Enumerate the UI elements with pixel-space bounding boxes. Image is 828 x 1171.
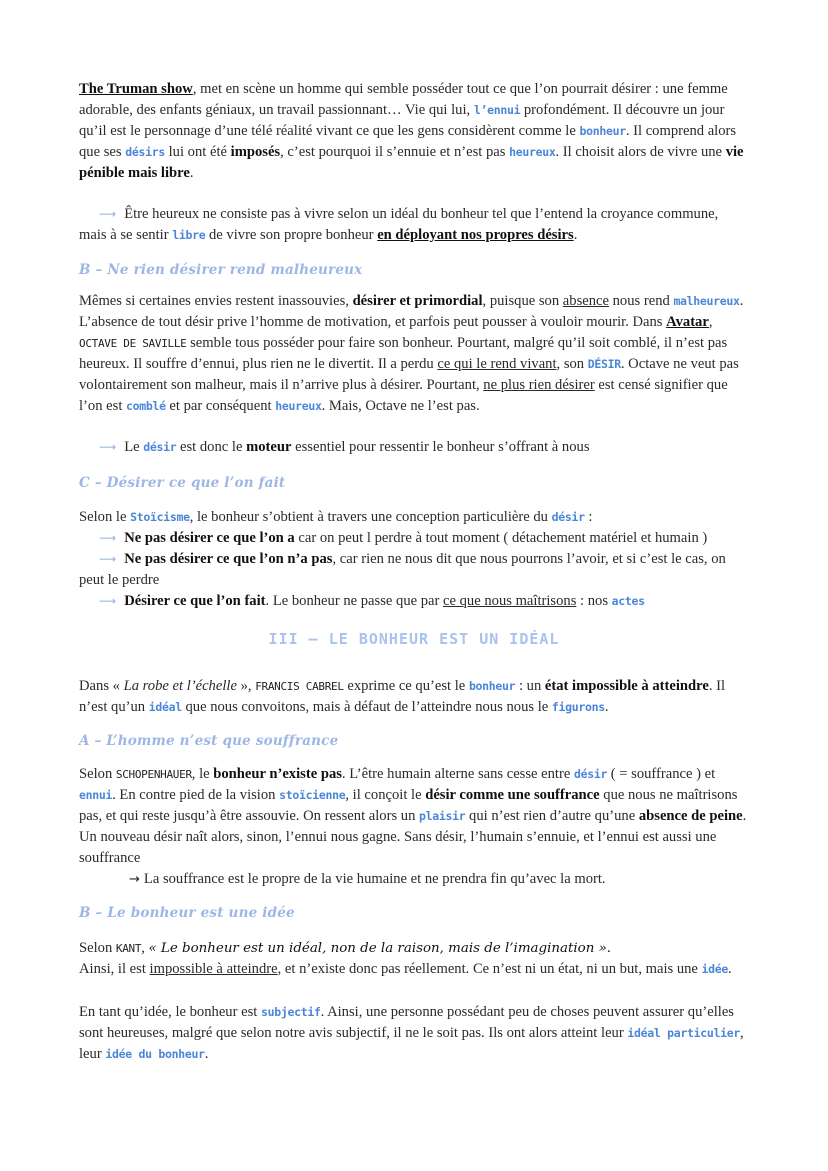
paragraph-kant-2 [79,959,749,980]
keyword: idée du bonheur [105,1047,205,1061]
text: . Mais, Octave ne l’est pas. [321,398,480,414]
keyword: libre [172,228,206,242]
text: Selon [79,766,116,782]
text: Ainsi, il est [79,961,150,977]
bold-term: Ne pas désirer ce que l’on a [124,530,295,546]
text: . Un nouveau désir naît alors, sinon, l’ennui nous gagne. Sans désir, l’humain s’ennuie, et l’ennui est aussi une souffrance [79,808,747,866]
list-item-1 [79,528,749,549]
text: de vivre son propre bonheur [205,227,378,243]
text: : un [515,678,545,694]
text: est donc le [176,439,247,455]
text: car on peut l perdre à tout moment ( détachement matériel et humain ) [294,530,708,546]
conclusion-desire-engine [79,437,749,458]
text: ( = souffrance ) et [607,766,716,782]
keyword: DÉSIR [587,357,621,371]
text: La souffrance est le propre de la vie humaine et ne prendra fin qu’avec la mort. [143,871,606,887]
keyword: l’ennui [473,103,521,117]
text: . Octave ne veut pas volontairement son malheur, mais il n’arrive plus à désirer. Pourtant, [79,356,739,393]
list-item-2 [79,549,749,591]
bold-term: bonheur n’existe pas [213,766,342,782]
paragraph-kant [79,938,749,959]
bold-term: en déployant nos propres désirs [377,227,574,243]
text: Selon [79,940,116,956]
bold-term: vie pénible mais libre [79,144,744,181]
text: que nous convoitons, mais à défaut de l’atteindre nous nous le [181,699,552,715]
keyword: figurons [551,700,605,714]
text: Mêmes si certaines envies restent inassouvies, [79,293,353,309]
section-heading-a: A – L’homme n’est que souffrance [79,733,339,749]
work-title: Avatar [666,314,709,330]
author-name: KANT [115,942,142,955]
keyword: malheureux [673,294,740,308]
bold-term: état impossible à atteindre [544,678,709,694]
text: et par conséquent [165,398,276,414]
text: , il conçoit le [345,787,426,803]
text: , puisque son [482,293,563,309]
keyword: idée [701,962,729,976]
text: essentiel pour ressentir le bonheur s’offrant à nous [291,439,590,455]
keyword: bonheur [468,679,516,693]
text: semble tous posséder pour faire son bonheur. Pourtant, malgré qu’il soit comblé, il n’est pas heureux. Il souffre d’ennui, plus rien ne le divertit. Il a perdu [79,335,728,372]
underlined-term: ne plus rien désirer [483,377,595,393]
text: : nos [576,593,612,609]
text: Le [124,439,144,455]
text: , car rien ne nous dit que nous pourrons l’avoir, et si c’est le cas, on peut le perdre [79,551,726,588]
keyword: désir [551,510,585,524]
keyword: comblé [126,399,166,413]
text: . Il n’est qu’un [79,678,726,715]
text: que nous ne maîtrisons pas, et qui reste jusqu’à être assouvie. On ressent alors un [79,787,738,824]
keyword: désir [143,440,177,454]
author-name: SCHOPENHAUER [115,768,192,781]
paragraph-avatar [79,291,749,417]
paragraph-subjective [79,1002,749,1065]
keyword: bonheur [579,124,626,138]
song-title: La robe et l’échelle [123,678,237,694]
keyword: ennui [79,788,113,802]
text: Être heureux ne consiste pas à vivre selon un idéal du bonheur tel que l’entend la croyance commune, mais à se sentir [79,206,719,243]
keyword: stoïcienne [279,788,346,802]
underlined-term: impossible à atteindre [149,961,278,977]
section-heading-c: C – Désirer ce que l’on fait [79,475,286,491]
keyword: heureux [509,145,556,159]
quote-kant: « Le bonheur est un idéal, non de la raison, mais de l’imagination ». [148,941,612,956]
text: , [708,314,713,330]
text: profondément. Il découvre un jour qu’il est le personnage d’une télé réalité vivant ce que les gens considèrent comme le [79,102,725,139]
text: exprime ce qu’est le [343,678,469,694]
text: Selon le [79,509,131,525]
keyword: plaisir [419,809,466,823]
text: , c’est pourquoi il s’ennuie et n’est pas [280,144,510,160]
text: , leur [79,1025,744,1062]
keyword: désirs [125,145,165,159]
text: , et n’existe donc pas réellement. Ce n’est ni un état, ni un but, mais une [277,961,702,977]
conclusion-suffering [79,869,749,890]
author-name: FRANCIS CABREL [255,680,344,693]
paragraph-schopenhauer [79,764,749,869]
text: Dans « [79,678,124,694]
arrow-right-icon: ⟶ [99,531,117,545]
bold-term: absence de peine [638,808,743,824]
text: , le [191,766,214,782]
text: , met en scène un homme qui semble posséder tout ce que l’on pourrait désirer : une femme adorable, des enfants géniaux, un travail passionnant… Vie qui lui, [79,81,728,118]
text: lui ont été [164,144,231,160]
arrow-right-icon: ⟶ [99,552,117,566]
underlined-term: ce qui le rend vivant [437,356,557,372]
film-title: The Truman show [79,81,193,97]
arrow-right-icon: ⟶ [99,207,117,221]
text: . [728,961,732,977]
keyword: idéal particulier [627,1026,740,1040]
text: . L’absence de tout désir prive l’homme de motivation, et parfois peut pousser à vouloir mourir. Dans [79,293,744,330]
keyword: subjectif [260,1005,321,1019]
text: est censé signifier que l’on est [79,377,728,414]
section-heading-b1: B – Ne rien désirer rend malheureux [79,262,363,278]
paragraph-truman-show [79,79,749,184]
text: . Le bonheur ne passe que par [265,593,444,609]
part-heading-iii: III – LE BONHEUR EST UN IDÉAL [268,630,560,648]
text: , [141,940,149,956]
text: . [573,227,578,243]
text: , son [556,356,588,372]
text: . Il choisit alors de vivre une [555,144,726,160]
text: . [204,1046,209,1062]
text: . [189,165,194,181]
keyword: actes [611,594,645,608]
bold-term: Ne pas désirer ce que l’on n’a pas [124,551,333,567]
text: , le bonheur s’obtient à travers une conception particulière du [189,509,552,525]
text: . En contre pied de la vision [112,787,280,803]
bold-term: imposés [230,144,281,160]
bold-term: désirer et primordial [352,293,483,309]
keyword: heureux [275,399,322,413]
text: », [236,678,256,694]
text: qui n’est rien d’autre qu’une [465,808,639,824]
paragraph-cabrel [79,676,749,718]
text: : [584,509,593,525]
paragraph-stoicism [79,507,749,528]
text: En tant qu’idée, le bonheur est [79,1004,261,1020]
arrow-right-icon: ⟶ [99,440,117,454]
text: . Il comprend alors que ses [79,123,737,160]
text: . [604,699,609,715]
text: . L’être humain alterne sans cesse entre [341,766,574,782]
arrow-right-icon: ⟶ [99,594,117,608]
list-item-3 [79,591,749,612]
author-name: OCTAVE DE SAVILLE [79,337,187,350]
conclusion-freedom [79,204,749,246]
keyword: Stoïcisme [130,510,190,524]
arrow-right-icon: → [129,872,140,887]
bold-term: moteur [246,439,292,455]
underlined-term: absence [562,293,609,309]
text: . Ainsi, une personne possédant peu de choses peuvent assurer qu’elles sont heureuses, malgré que selon notre avis subjectif, il ne le soit pas. Ils ont alors atteint leur [79,1004,734,1041]
keyword: désir [573,767,608,781]
bold-term: désir comme une souffrance [425,787,600,803]
keyword: idéal [148,700,182,714]
underlined-term: ce que nous maîtrisons [443,593,577,609]
bold-term: Désirer ce que l’on fait [124,593,266,609]
section-heading-b2: B – Le bonheur est une idée [79,905,295,921]
text: nous rend [608,293,674,309]
